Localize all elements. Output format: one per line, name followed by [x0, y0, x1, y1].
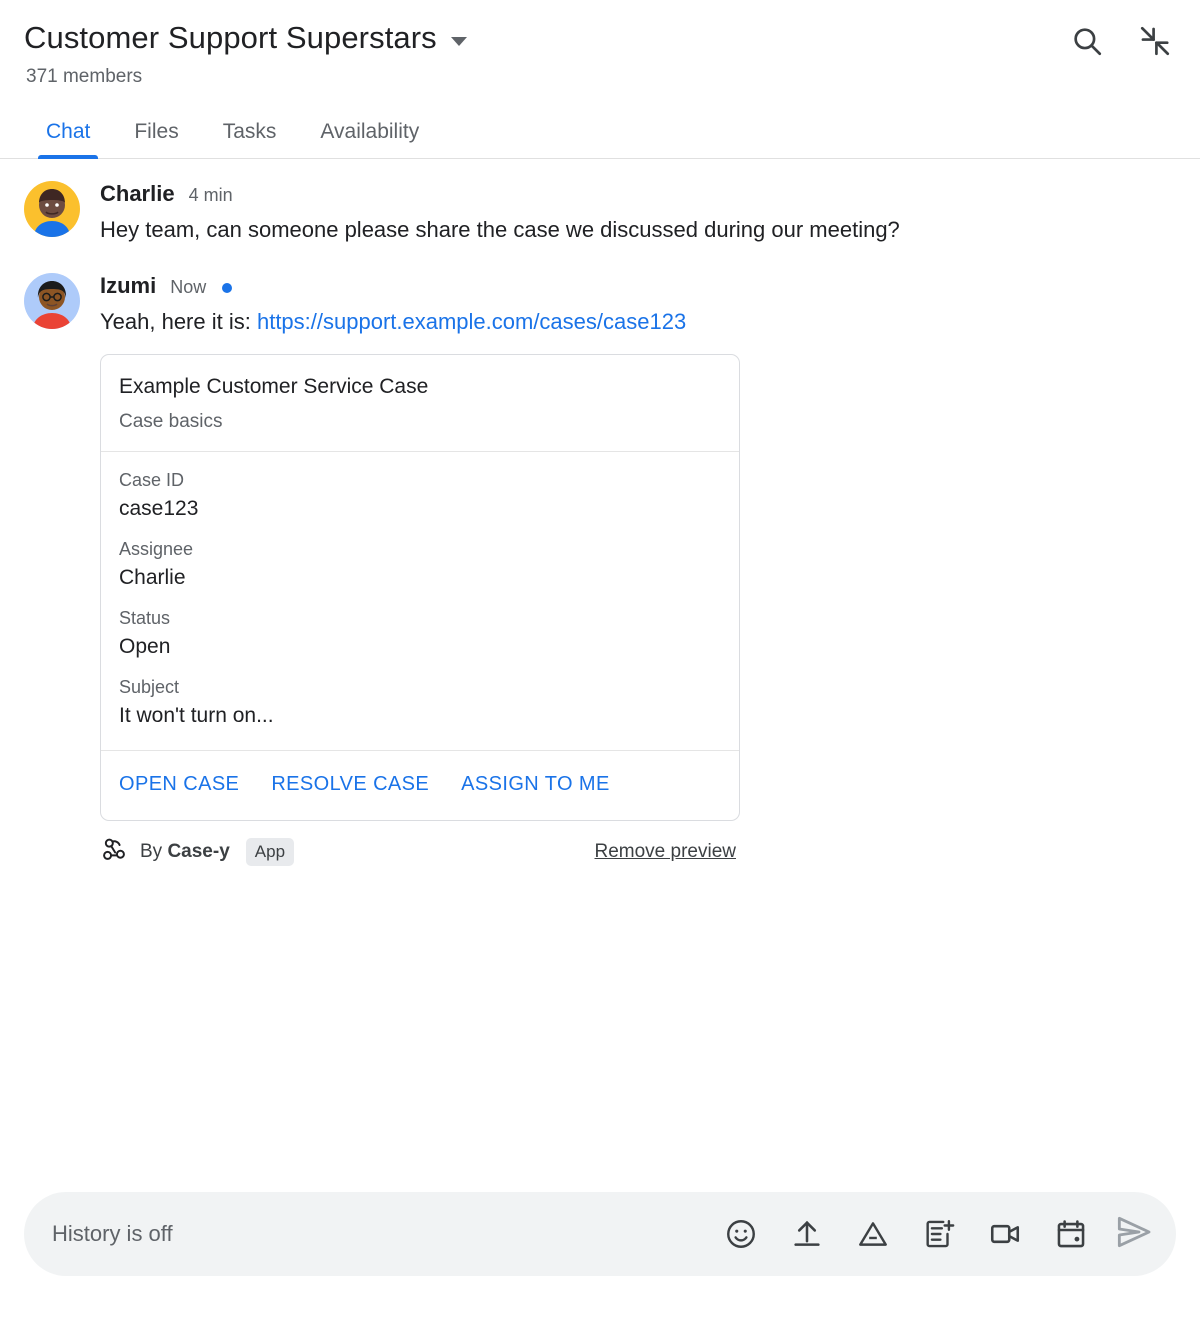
case-link[interactable]: https://support.example.com/cases/case123 [256, 308, 687, 334]
field-label: Subject [119, 677, 180, 698]
room-title-row [24, 18, 1176, 58]
message-list [0, 159, 1200, 868]
page-title: Customer Support Superstars [24, 20, 437, 55]
message-head [100, 181, 1176, 207]
message-item [24, 181, 1176, 247]
field-value: It won't turn on... [119, 704, 274, 728]
composer-toolbar [724, 1217, 1088, 1251]
tab-chat[interactable]: Chat [24, 110, 112, 158]
emoji-icon[interactable] [724, 1217, 758, 1251]
field-subject [119, 677, 721, 728]
card-subtitle: Case basics [119, 411, 223, 433]
avatar[interactable] [24, 181, 80, 237]
calendar-icon[interactable] [1054, 1217, 1088, 1251]
field-value: Open [119, 635, 171, 659]
card-header [101, 355, 739, 452]
member-count: 371 members [26, 66, 143, 87]
case-preview-card [100, 354, 740, 821]
document-add-icon[interactable] [922, 1217, 956, 1251]
assign-to-me-button[interactable]: ASSIGN TO ME [461, 773, 610, 796]
field-status [119, 608, 721, 659]
message-input[interactable]: History is off [52, 1221, 173, 1246]
message-text: Hey team, can someone please share the case we discussed during our meeting? [100, 217, 900, 242]
message-timestamp: Now [170, 276, 207, 297]
attribution-text [140, 841, 230, 863]
message-composer[interactable] [24, 1192, 1176, 1276]
card-title: Example Customer Service Case [119, 375, 429, 399]
field-assignee [119, 539, 721, 590]
tab-files[interactable]: Files [134, 120, 179, 143]
message-sender: Charlie [100, 181, 175, 206]
avatar[interactable] [24, 273, 80, 329]
field-case-id [119, 470, 721, 521]
message-body [100, 273, 1176, 869]
card-attribution [100, 835, 740, 868]
collapse-icon[interactable] [1138, 24, 1172, 58]
card-fields [101, 452, 739, 751]
message-text-prefix: Yeah, here it is: [100, 308, 257, 334]
remove-preview-link[interactable]: Remove preview [594, 840, 736, 862]
field-label: Case ID [119, 470, 185, 491]
by-prefix: By [140, 840, 168, 862]
tab-bar [0, 110, 1200, 159]
field-label: Assignee [119, 539, 194, 560]
tab-tasks[interactable]: Tasks [222, 120, 277, 143]
field-value: Charlie [119, 566, 186, 590]
drive-icon[interactable] [856, 1217, 890, 1251]
chat-header [0, 0, 1200, 88]
app-name: Case-y [167, 840, 230, 862]
send-icon[interactable] [1114, 1212, 1154, 1257]
card-actions [101, 751, 739, 820]
message-item [24, 273, 1176, 869]
webhook-icon [100, 835, 128, 868]
message-body [100, 181, 1176, 247]
header-actions [1070, 24, 1172, 58]
resolve-case-button[interactable]: RESOLVE CASE [271, 773, 430, 796]
app-badge: App [246, 838, 294, 866]
tab-availability[interactable]: Availability [320, 120, 420, 143]
message-sender: Izumi [100, 272, 157, 298]
search-icon[interactable] [1070, 24, 1104, 58]
upload-icon[interactable] [790, 1217, 824, 1251]
unread-dot-icon [222, 283, 232, 293]
message-text [100, 306, 1176, 339]
video-icon[interactable] [988, 1217, 1022, 1251]
field-value: case123 [119, 497, 199, 521]
open-case-button[interactable]: OPEN CASE [119, 773, 240, 796]
message-head [100, 273, 1176, 299]
chevron-down-icon[interactable] [451, 37, 467, 46]
message-timestamp: 4 min [188, 185, 233, 205]
field-label: Status [119, 608, 171, 629]
